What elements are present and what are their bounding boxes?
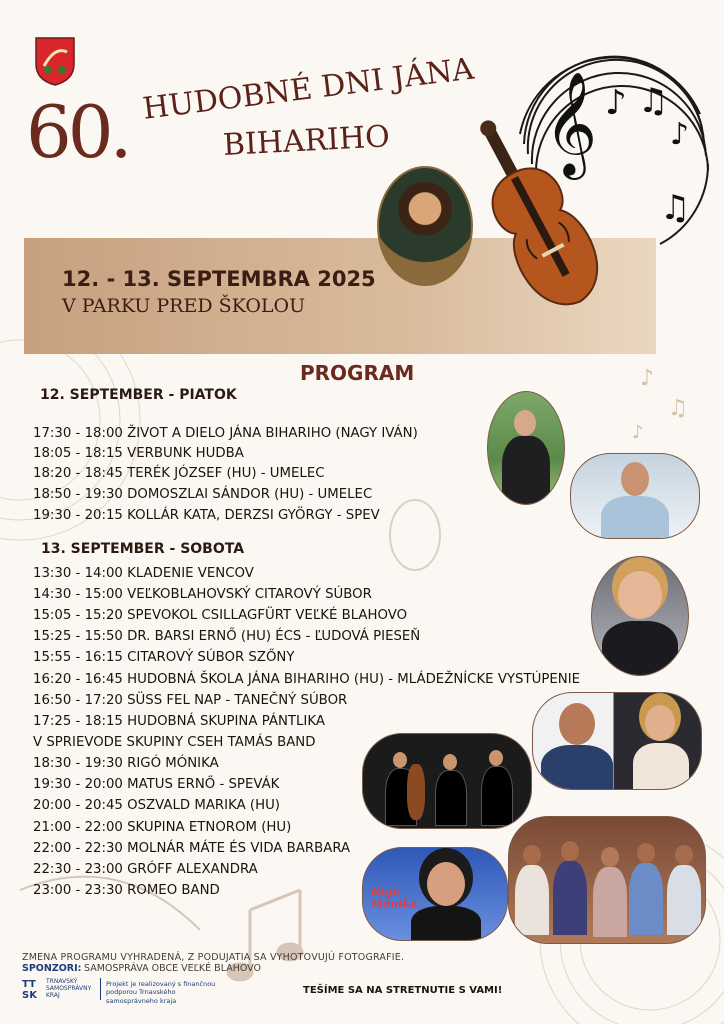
schedule-item: 16:50 - 17:20 SÜSS FEL NAP - TANEČNÝ SÚBOR (33, 693, 348, 708)
schedule-item: 18:30 - 19:30 RIGÓ MÓNIKA (33, 756, 219, 771)
schedule-item: 22:00 - 22:30 MOLNÁR MÁTE ÉS VIDA BARBARA (33, 841, 351, 856)
schedule-item: 14:30 - 15:00 VEĽKOBLAHOVSKÝ CITAROVÝ SÚBOR (33, 587, 372, 602)
schedule-item: 16:20 - 16:45 HUDOBNÁ ŠKOLA JÁNA BIHARIHO (HU) - MLÁDEŽNÍCKE VYSTÚPENIE (33, 672, 581, 687)
schedule-item: 23:00 - 23:30 ROMEO BAND (33, 883, 220, 898)
photo-male-singer (570, 453, 700, 539)
photo-female-singer (591, 556, 689, 676)
photo-duo (532, 692, 702, 790)
sponsors-label: SPONZORI: (22, 963, 82, 974)
schedule-item: 15:05 - 15:20 SPEVOKOL CSILLAGFÜRT VEĽKÉ BLAHOVO (33, 608, 408, 623)
svg-text:𝄞: 𝄞 (544, 71, 598, 176)
svg-text:♪: ♪ (632, 422, 644, 443)
schedule-item: 17:25 - 18:15 HUDOBNÁ SKUPINA PÁNTLIKA (33, 714, 325, 729)
photo-band-cseh-tamas (362, 733, 532, 829)
schedule-item: 20:00 - 20:45 OSZVALD MARIKA (HU) (33, 798, 280, 813)
photo-caption: Rigó Mónika (371, 885, 418, 911)
schedule-item: 15:25 - 15:50 DR. BARSI ERNŐ (HU) ÉCS - ĽUDOVÁ PIESEŇ (33, 629, 421, 644)
project-support-text: Projekt je realizovaný s finančnou podporou Trnavského samosprávneho kraja (106, 980, 216, 1005)
program-change-note: ZMENA PROGRAMU VYHRADENÁ, Z PODUJATIA SA VYHOTOVUJÚ FOTOGRAFIE. (22, 952, 405, 963)
sponsors-value: SAMOSPRÁVA OBCE VEĽKÉ BLAHOVO (84, 963, 261, 974)
ttsk-logo: TT SK (22, 979, 37, 1001)
svg-text:♪: ♪ (670, 117, 690, 152)
schedule-item: 19:30 - 20:00 MATUS ERNŐ - SPEVÁK (33, 777, 280, 792)
photo-romeo-band (508, 816, 706, 944)
footer-divider (100, 978, 101, 1000)
program-heading: PROGRAM (300, 361, 415, 385)
festival-title-line1: HUDOBNÉ DNI JÁNA (140, 51, 476, 127)
ttsk-name: TRNAVSKÝ SAMOSPRÁVNY KRAJ (46, 978, 92, 1000)
schedule-item: 18:05 - 18:15 VERBUNK HUDBA (33, 446, 244, 461)
festival-dates: 12. - 13. SEPTEMBRA 2025 (62, 267, 376, 291)
schedule-item: 17:30 - 18:00 ŽIVOT A DIELO JÁNA BIHARIHO (NAGY IVÁN) (33, 426, 418, 441)
schedule-item: V SPRIEVODE SKUPINY CSEH TAMÁS BAND (33, 735, 316, 750)
closing-message: TEŠÍME SA NA STRETNUTIE S VAMI! (303, 985, 503, 996)
schedule-item: 21:00 - 22:00 SKUPINA ETNOROM (HU) (33, 820, 292, 835)
festival-title-line2: BIHARIHO (222, 119, 391, 163)
schedule-item: 19:30 - 20:15 KOLLÁR KATA, DERZSI GYÖRGY - SPEV (33, 508, 380, 523)
violin-icon (458, 112, 618, 322)
municipal-crest-icon (34, 36, 76, 86)
svg-text:♫: ♫ (660, 188, 691, 228)
day2-heading: 13. SEPTEMBER - SOBOTA (41, 541, 245, 557)
photo-rigo-monika (362, 847, 508, 941)
svg-text:♫: ♫ (668, 396, 688, 421)
schedule-item: 13:30 - 14:00 KLADENIE VENCOV (33, 566, 254, 581)
day1-heading: 12. SEPTEMBER - PIATOK (40, 387, 237, 403)
schedule-item: 15:55 - 16:15 CITAROVÝ SÚBOR SZŐNY (33, 650, 295, 665)
schedule-item: 18:50 - 19:30 DOMOSZLAI SÁNDOR (HU) - UMELEC (33, 487, 373, 502)
schedule-item: 18:20 - 18:45 TERÉK JÓZSEF (HU) - UMELEC (33, 466, 325, 481)
svg-text:♪: ♪ (605, 83, 627, 123)
photo-clarinetist (487, 391, 565, 505)
festival-venue: V PARKU PRED ŠKOLOU (62, 295, 306, 317)
schedule-item: 22:30 - 23:00 GRÓFF ALEXANDRA (33, 862, 258, 877)
svg-text:♫: ♫ (638, 81, 669, 121)
edition-number: 60. (26, 90, 129, 174)
svg-text:♪: ♪ (640, 366, 655, 391)
